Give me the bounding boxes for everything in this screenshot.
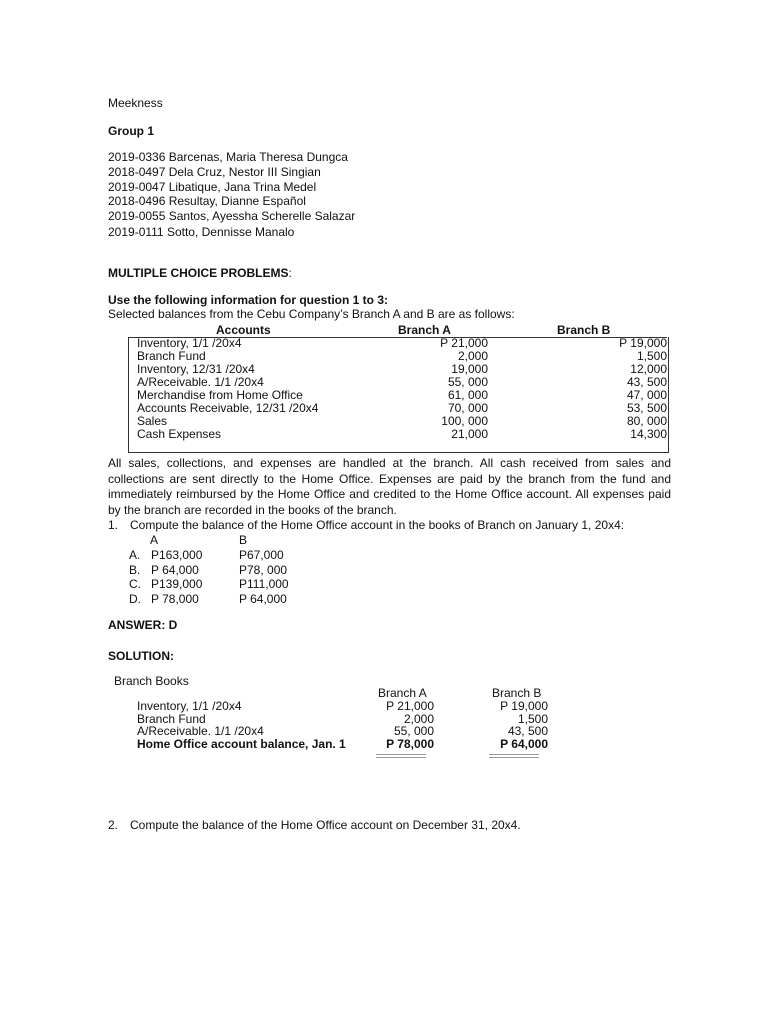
member-6: 2019-0111 Sotto, Dennisse Manalo (108, 225, 295, 239)
table-cell-branch-a: 2,000 (457, 349, 488, 363)
choice-option-b: P111,000 (239, 577, 289, 591)
member-1: 2019-0336 Barcenas, Maria Theresa Dungca (108, 150, 348, 164)
solution-total-branch-b: P 64,000 (500, 737, 548, 752)
solution-cell-label: A/Receivable. 1/1 /20x4 (137, 724, 264, 739)
choice-option-b: P 64,000 (239, 591, 287, 606)
choice-option-a: P163,000 (151, 548, 203, 562)
group-label: Group 1 (108, 124, 155, 138)
table-cell-branch-b: 80, 000 (626, 414, 667, 428)
solution-cell-branch-a: 55, 000 (393, 724, 434, 739)
question-1-text: Compute the balance of the Home Office account in the books of Branch on January 1, 20x4: (130, 518, 625, 532)
table-cell-account: Branch Fund (137, 349, 206, 363)
choice-col-b-header: B (239, 533, 248, 547)
solution-total-label: Home Office account balance, Jan. 1 (137, 737, 346, 752)
table-cell-account: Inventory, 1/1 /20x4 (137, 336, 242, 350)
question-1-number: 1. (108, 518, 119, 532)
solution-cell-branch-b: P 19,000 (500, 699, 548, 713)
solution-cell-branch-a: 2,000 (403, 711, 434, 726)
solution-total-branch-a: P 78,000 (386, 737, 434, 752)
section-title: MULTIPLE CHOICE PROBLEMS: (108, 266, 292, 280)
scenario-paragraph: All sales, collections, and expenses are handled at the branch. All cash received from sales and collections are sent directly to the Home Office. Expenses are paid by the branch from the fund and immediately reimbursed by the Home Office and credited to the Home Office account. All expenses paid by the branch are recorded in the books of the branch. (108, 456, 671, 517)
table-cell-account: Cash Expenses (137, 427, 222, 441)
table-cell-branch-b: 12,000 (630, 362, 667, 376)
table-cell-branch-a: 61, 000 (447, 388, 488, 402)
double-underline-b (489, 754, 539, 758)
solution-header-branch-b: Branch B (492, 686, 542, 700)
member-3: 2019-0047 Libatique, Jana Trina Medel (108, 180, 317, 194)
member-5: 2019-0055 Santos, Ayessha Scherelle Salazar (108, 209, 356, 223)
table-cell-branch-b: 1,500 (636, 349, 667, 363)
solution-cell-label: Inventory, 1/1 /20x4 (137, 699, 242, 713)
table-cell-branch-a: 21,000 (451, 427, 488, 441)
table-cell-account: Merchandise from Home Office (137, 388, 303, 402)
choice-letter: A. (129, 548, 141, 562)
choice-option-a: P 64,000 (151, 562, 199, 577)
table-header-branch-b: Branch B (557, 323, 611, 337)
double-underline-a (376, 754, 426, 758)
intro-text: Selected balances from the Cebu Company’s Branch A and B are as follows: (108, 307, 515, 321)
instruction: Use the following information for question 1 to 3: (108, 293, 388, 307)
member-4: 2018-0496 Resultay, Dianne Español (108, 194, 306, 208)
table-cell-account: Accounts Receivable, 12/31 /20x4 (137, 401, 319, 415)
choice-option-a: P 78,000 (151, 591, 199, 606)
table-cell-branch-b: 14,300 (630, 427, 667, 441)
answer-line: ANSWER: D (108, 618, 178, 632)
choice-option-b: P67,000 (239, 548, 284, 562)
author-name: Meekness (108, 96, 163, 110)
table-cell-branch-b: 53, 500 (626, 401, 667, 415)
table-cell-branch-a: P 21,000 (440, 336, 488, 350)
table-cell-branch-b: P 19,000 (619, 336, 667, 350)
member-2: 2018-0497 Dela Cruz, Nestor III Singian (108, 165, 321, 179)
table-cell-branch-a: 19,000 (451, 362, 488, 376)
question-2-text: Compute the balance of the Home Office account on December 31, 20x4. (130, 818, 521, 832)
table-header-branch-a: Branch A (398, 323, 451, 337)
table-cell-branch-a: 55, 000 (447, 375, 488, 389)
table-cell-account: Inventory, 12/31 /20x4 (137, 362, 255, 376)
table-header-accounts: Accounts (216, 323, 271, 337)
solution-subtitle: Branch Books (114, 674, 189, 688)
solution-cell-branch-b: 43, 500 (507, 724, 548, 739)
choice-letter: D. (129, 591, 141, 606)
question-2-number: 2. (108, 818, 119, 832)
solution-cell-label: Branch Fund (137, 711, 206, 726)
table-cell-branch-b: 47, 000 (626, 388, 667, 402)
table-cell-branch-a: 70, 000 (447, 401, 488, 415)
solution-title: SOLUTION: (108, 649, 174, 663)
solution-header-branch-a: Branch A (378, 686, 427, 700)
solution-cell-branch-a: P 21,000 (386, 699, 434, 713)
table-cell-branch-a: 100, 000 (441, 414, 488, 428)
table-cell-branch-b: 43, 500 (626, 375, 667, 389)
table-cell-account: Sales (137, 414, 168, 428)
choice-option-b: P78, 000 (239, 562, 288, 577)
solution-cell-branch-b: 1,500 (517, 711, 548, 726)
choice-option-a: P139,000 (151, 577, 203, 591)
table-cell-account: A/Receivable. 1/1 /20x4 (137, 375, 264, 389)
choice-letter: B. (129, 562, 141, 577)
choice-letter: C. (129, 577, 141, 591)
choice-col-a-header: A (150, 533, 159, 547)
